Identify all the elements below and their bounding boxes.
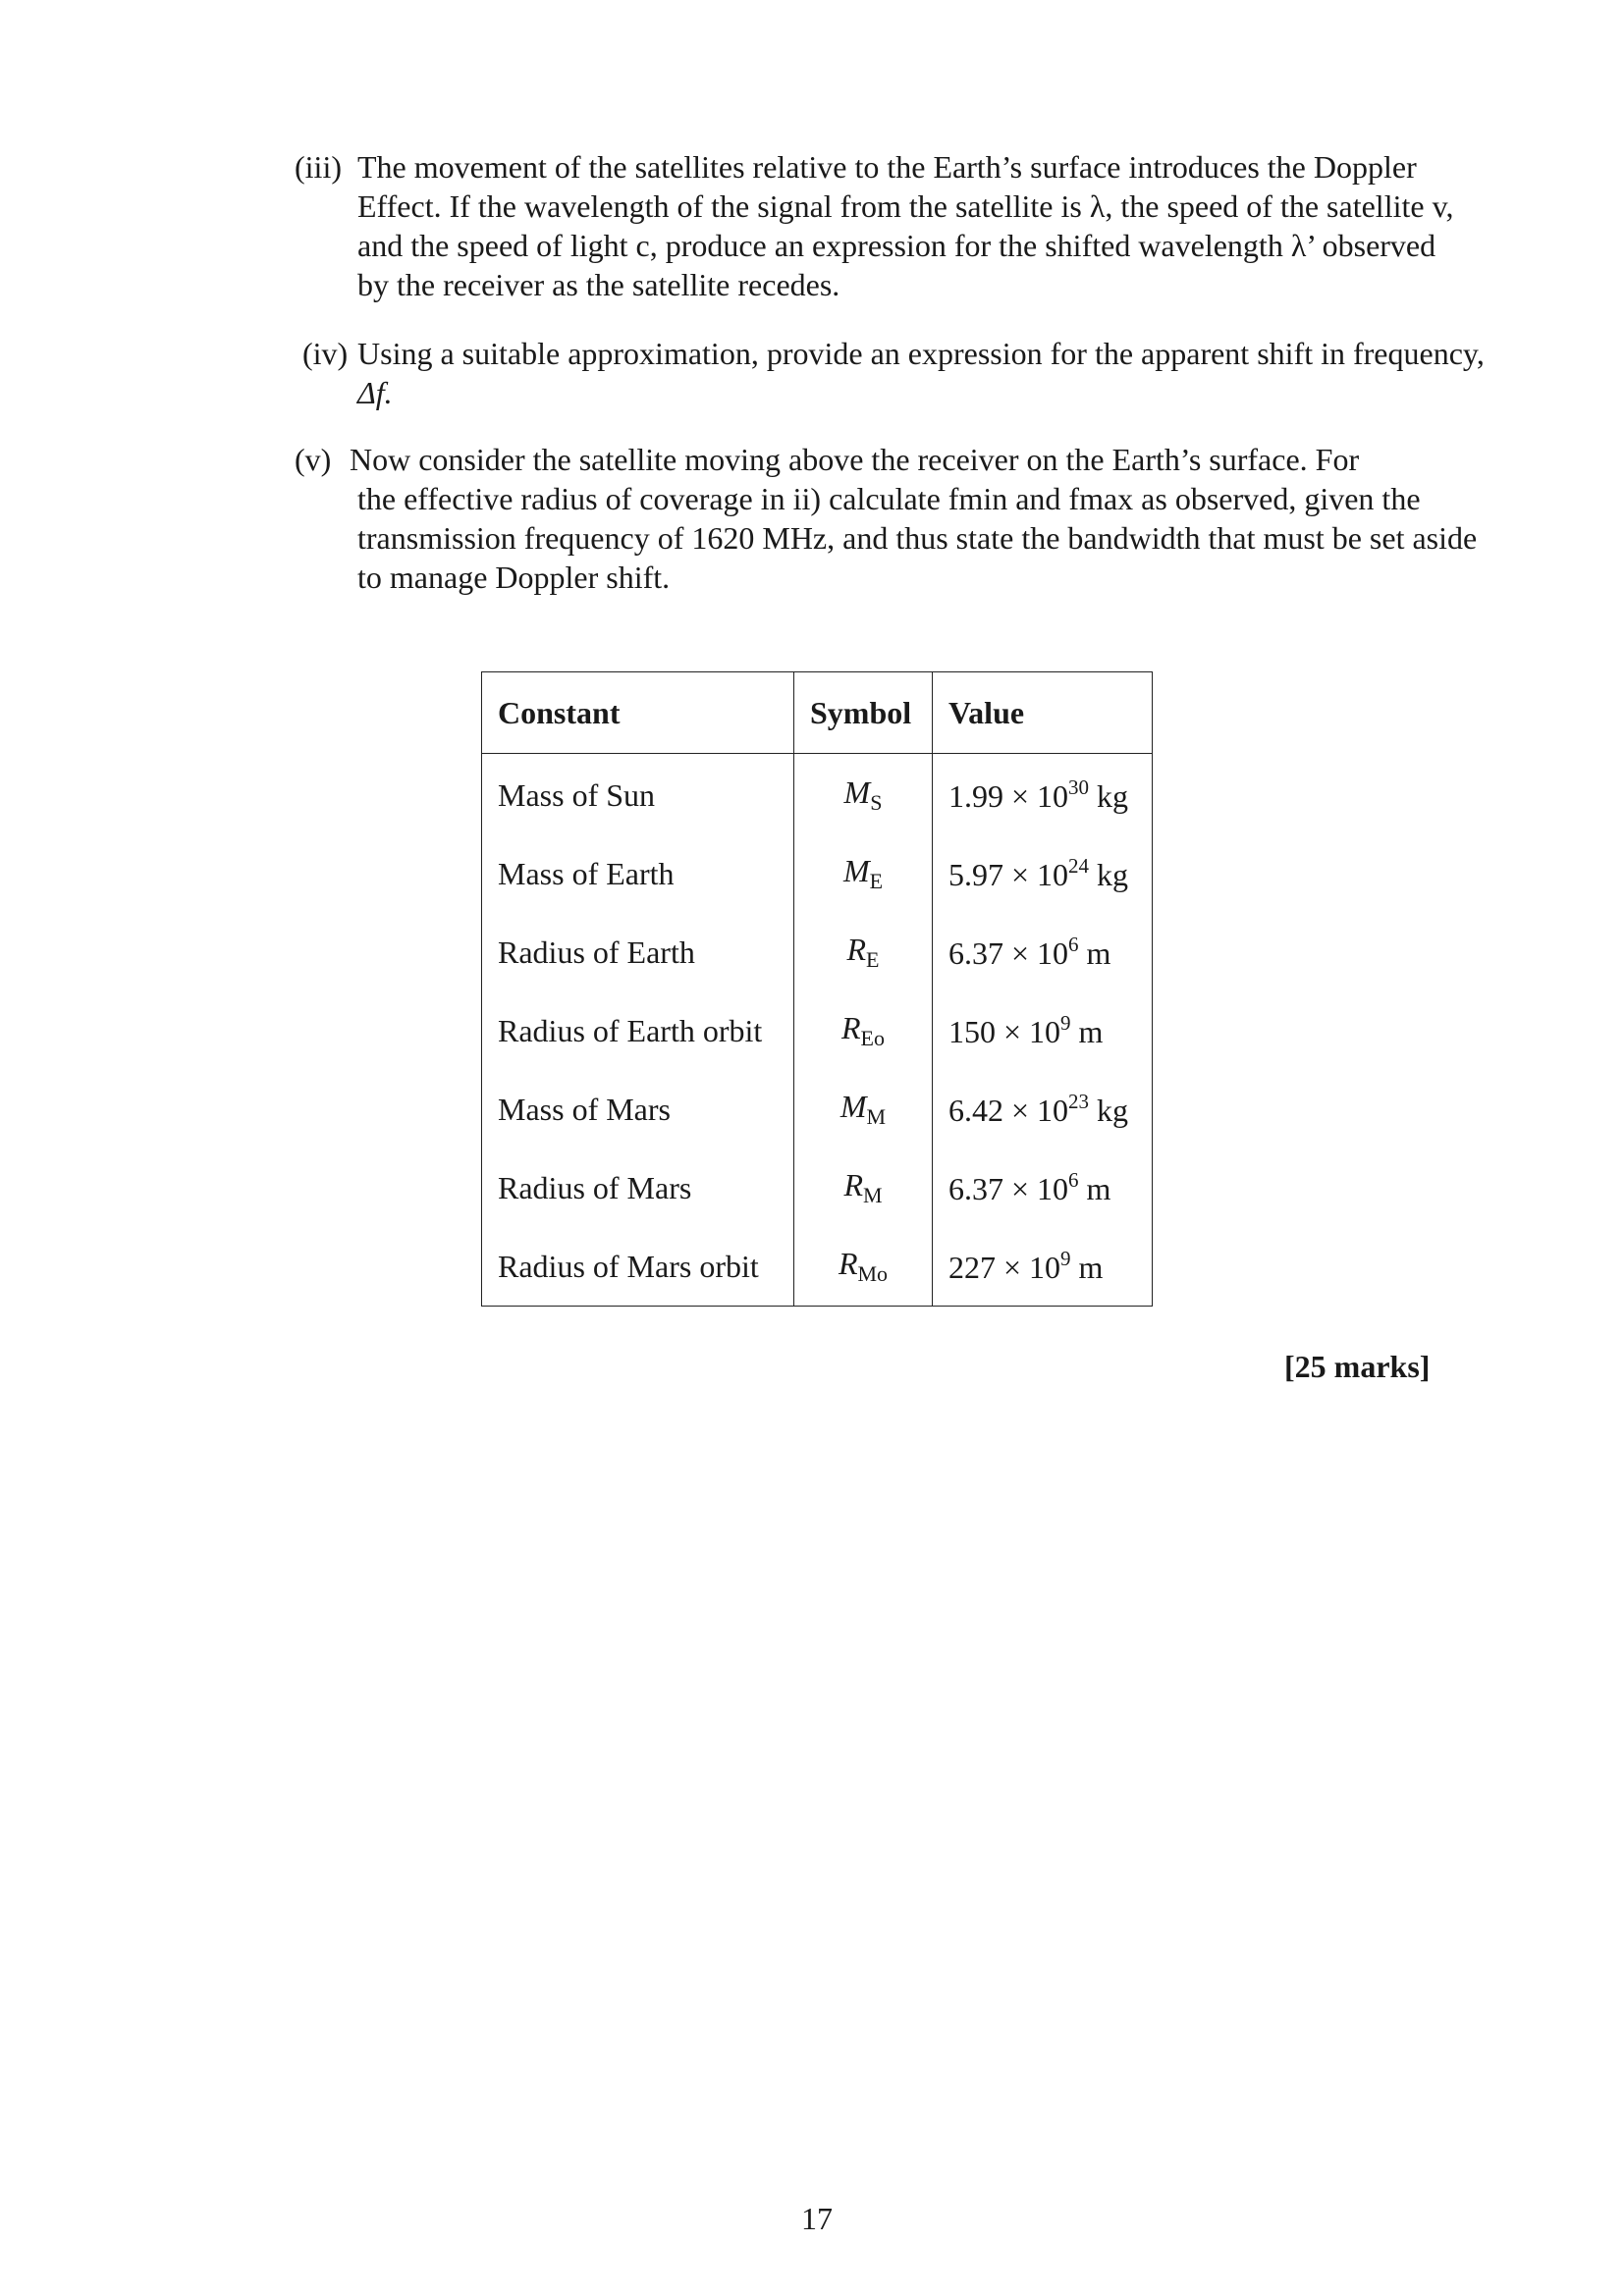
question-text xyxy=(357,334,1520,412)
value-unit: m xyxy=(1086,1171,1111,1206)
constant-value xyxy=(933,1070,1153,1148)
table-row xyxy=(482,834,1153,913)
question-line: and the speed of light c, produce an expression for the shifted wavelength λ’ observed xyxy=(357,228,1436,263)
question-line: Now consider the satellite moving above the receiver on the Earth’s surface. For xyxy=(350,442,1360,477)
value-unit: kg xyxy=(1097,1093,1129,1128)
constant-symbol xyxy=(794,1070,933,1148)
table-row xyxy=(482,754,1153,835)
constant-symbol xyxy=(794,754,933,835)
constant-symbol xyxy=(794,1227,933,1307)
value-unit: kg xyxy=(1097,778,1129,814)
question-iii xyxy=(295,147,1512,304)
question-number: (iii) xyxy=(295,149,342,185)
constant-value xyxy=(933,834,1153,913)
question-line: Using a suitable approximation, provide an expression for the apparent shift in frequency, xyxy=(357,336,1485,371)
constant-symbol xyxy=(794,991,933,1070)
symbol-subscript: S xyxy=(870,790,883,815)
symbol-subscript: Mo xyxy=(857,1261,889,1286)
value-unit: m xyxy=(1078,1250,1104,1285)
value-exponent: 30 xyxy=(1068,775,1090,799)
value-mantissa: 150 × 10 xyxy=(948,1014,1061,1049)
symbol-letter: M xyxy=(843,774,871,810)
value-mantissa: 6.37 × 10 xyxy=(948,1171,1069,1206)
table-row xyxy=(482,1070,1153,1148)
question-line: The movement of the satellites relative to the Earth’s surface introduces the Doppler xyxy=(357,149,1417,185)
value-exponent: 6 xyxy=(1068,1168,1079,1192)
symbol-letter: R xyxy=(843,1167,863,1202)
constant-symbol xyxy=(794,1148,933,1227)
constant-symbol xyxy=(794,834,933,913)
constant-name: Mass of Earth xyxy=(482,834,794,913)
question-line: to manage Doppler shift. xyxy=(357,560,671,595)
constant-value xyxy=(933,913,1153,991)
table-row xyxy=(482,991,1153,1070)
question-v xyxy=(295,440,1512,597)
constants-table xyxy=(481,671,1153,1307)
value-mantissa: 1.99 × 10 xyxy=(948,778,1069,814)
constant-name: Radius of Mars orbit xyxy=(482,1227,794,1307)
value-mantissa: 5.97 × 10 xyxy=(948,857,1069,892)
symbol-subscript: M xyxy=(862,1183,883,1207)
value-mantissa: 227 × 10 xyxy=(948,1250,1061,1285)
symbol-letter: R xyxy=(846,932,867,967)
symbol-subscript: E xyxy=(866,947,880,972)
table-row xyxy=(482,1148,1153,1227)
value-mantissa: 6.37 × 10 xyxy=(948,935,1069,971)
value-exponent: 9 xyxy=(1060,1011,1071,1035)
value-exponent: 9 xyxy=(1060,1247,1071,1270)
value-unit: m xyxy=(1078,1014,1104,1049)
marks-total: [25 marks] xyxy=(1284,1349,1431,1384)
symbol-letter: M xyxy=(839,1089,867,1124)
table-header-row xyxy=(482,672,1153,754)
question-text xyxy=(350,440,1512,597)
question-number: (iv) xyxy=(302,336,349,371)
page-number: 17 xyxy=(801,2201,833,2236)
table-row xyxy=(482,913,1153,991)
constant-value xyxy=(933,1227,1153,1307)
symbol-letter: M xyxy=(842,853,870,888)
table-row xyxy=(482,1227,1153,1307)
question-line: by the receiver as the satellite recedes. xyxy=(357,267,840,302)
constant-value xyxy=(933,991,1153,1070)
constant-symbol xyxy=(794,913,933,991)
value-exponent: 24 xyxy=(1068,854,1090,878)
question-iv xyxy=(302,334,1520,412)
value-exponent: 6 xyxy=(1068,933,1079,956)
symbol-letter: R xyxy=(841,1010,861,1045)
question-number: (v) xyxy=(295,442,332,477)
question-line: Effect. If the wavelength of the signal from the satellite is λ, the speed of the satellite v, xyxy=(357,188,1454,224)
question-line: the effective radius of coverage in ii) calculate fmin and fmax as observed, given the xyxy=(357,481,1421,516)
question-line: transmission frequency of 1620 MHz, and thus state the bandwidth that must be set aside xyxy=(357,520,1478,556)
value-unit: m xyxy=(1086,935,1111,971)
constant-name: Radius of Earth orbit xyxy=(482,991,794,1070)
header-constant: Constant xyxy=(482,672,794,754)
header-symbol: Symbol xyxy=(794,672,933,754)
constant-value xyxy=(933,754,1153,835)
symbol-subscript: M xyxy=(866,1104,887,1129)
constant-value xyxy=(933,1148,1153,1227)
constant-name: Mass of Sun xyxy=(482,754,794,835)
question-line: Δf. xyxy=(357,375,393,410)
constant-name: Radius of Mars xyxy=(482,1148,794,1227)
value-unit: kg xyxy=(1097,857,1129,892)
symbol-subscript: Eo xyxy=(860,1026,885,1050)
value-mantissa: 6.42 × 10 xyxy=(948,1093,1069,1128)
value-exponent: 23 xyxy=(1068,1090,1090,1113)
symbol-letter: R xyxy=(838,1246,858,1281)
constant-name: Mass of Mars xyxy=(482,1070,794,1148)
constant-name: Radius of Earth xyxy=(482,913,794,991)
question-text xyxy=(357,147,1512,304)
symbol-subscript: E xyxy=(869,869,884,893)
header-value: Value xyxy=(933,672,1153,754)
